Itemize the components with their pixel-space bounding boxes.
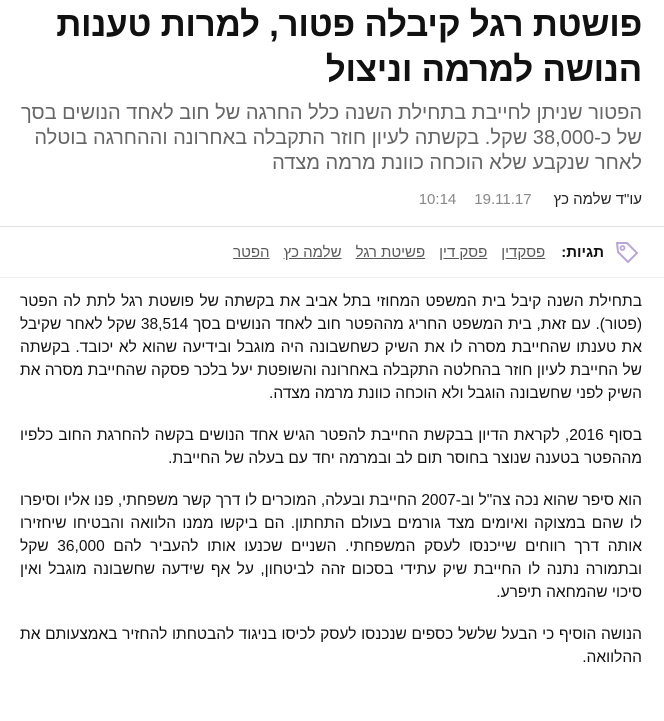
author-link[interactable]: עו"ד שלמה כץ — [553, 191, 642, 208]
article-title: פושטת רגל קיבלה פטור, למרות טענות הנושה למרמה וניצול — [56, 5, 642, 89]
meta-divider — [0, 226, 664, 227]
tags-label: תגיות: — [561, 243, 604, 261]
tag-link-paskedin[interactable]: פסקדין — [501, 243, 546, 261]
tag-link-discharge[interactable]: הפטר — [233, 243, 270, 261]
tag-link-shlomo-katz[interactable]: שלמה כץ — [283, 243, 342, 261]
body-paragraph: הנושה הוסיף כי הבעל שלשל כספים שנכנסו לעסק לכיסו בניגוד להבטחתו להחזיר באמצעותם את ההלוואה. — [20, 626, 642, 666]
article-subtitle: הפטור שניתן לחייבת בתחילת השנה כלל החרגה של חוב לאחד הנושים בסך של כ-38,000 שקל. בקשתה לעיון חוזר התקבלה באחרונה וההחרגה בוטלה לאחר שנקבע שלא הוכחה כוונת מרמה מצדה — [21, 102, 642, 174]
tags-divider — [0, 277, 664, 278]
tag-icon — [612, 237, 642, 267]
tag-link-psak-din[interactable]: פסק דין — [439, 243, 488, 261]
article-meta — [20, 190, 642, 210]
tag-icon-svg — [614, 239, 640, 265]
body-paragraph: בתחילת השנה קיבל בית המשפט המחוזי בתל אביב את בקשתה של פושטת רגל לתת לה הפטר (פטור). עם זאת, בית המשפט החריג מההפטר חוב לאחד הנושים בסך 38,514 שקל לאחר שקיבל את טענתו שהחייבת מסרה לו את השיק כשחשבונה היה מוגבל ובידיעה שהוא לא יכובד. בקשתה של החייבת לעיון חוזר בהחלטה התקבלה באחרונה והשופטת יעל בלכר פסקה שהחייבת מסרה את השיק לפני שחשבונה הוגבל ולא הוכחה כוונת מרמה מצדה. — [20, 293, 642, 402]
tags-bar — [20, 237, 642, 267]
publish-time: 10:14 — [418, 191, 457, 208]
publish-date: 19.11.17 — [474, 191, 532, 208]
body-paragraph: בסוף 2016, לקראת הדיון בבקשת החייבת להפטר הגיש אחד הנושים בקשה להחרגת החוב כלפיו מההפטר בטענה שנוצר בחוסר תום לב ובמרמה יחד עם בעלה של החייבת. — [20, 427, 642, 467]
body-paragraph: הוא סיפר שהוא נכה צה"ל וב-2007 החייבת ובעלה, המוכרים לו דרך קשר משפחתי, פנו אליו וסיפרו לו שהם במצוקה ואיומים מצד גורמים בעולם התחתון. הם ביקשו ממנו הלוואה והבטיחו שיחזירו אותה דרך רווחים שייכנסו לעסק המשפחתי. השניים שכנעו אותו להעביר להם 36,000 שקל ובתמורה נתנה לו החייבת שיק עתידי בסכום זהה לביטחון, על אף שידעה שחשבונה מוגבל ואין סיכוי שהמחאה תיפרע. — [20, 492, 642, 601]
article-body — [20, 290, 642, 669]
tag-link-bankruptcy[interactable]: פשיטת רגל — [355, 243, 426, 261]
